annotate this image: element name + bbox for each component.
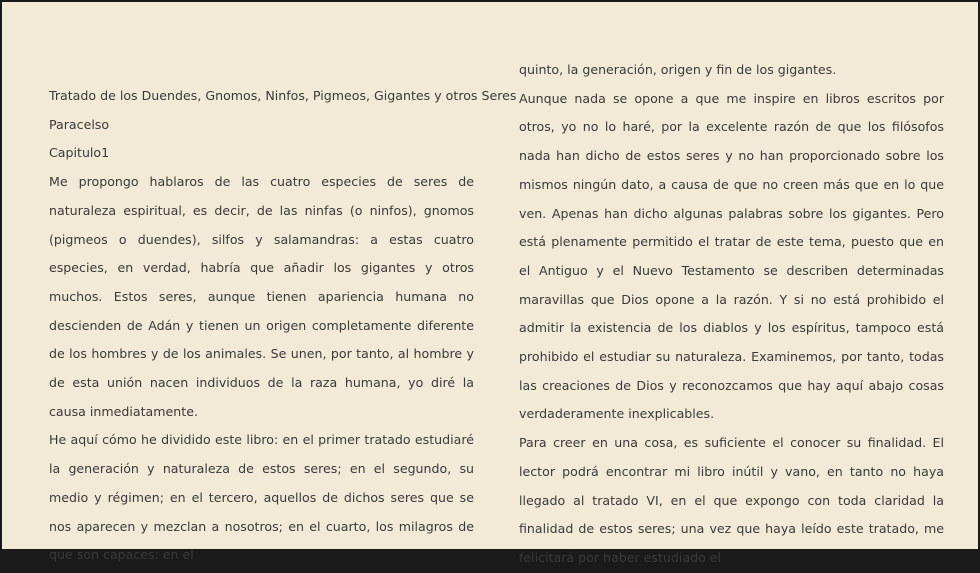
right-column — [519, 56, 944, 573]
paragraph: Aunque nada se opone a que me inspire en libros escritos por otros, yo no lo haré, por la excelente razón de que los filósofos nada han dicho de estos seres y no han proporcionado sobre los mismos ningún dato, a causa de que no creen más que en lo que ven. Apenas han dicho algunas palabras sobre los gigantes. Pero está plenamente permitido el tratar de este tema, puesto que en el Antiguo y el Nuevo Testamento se describen determinadas maravillas que Dios opone a la razón. Y si no está prohibido el admitir la existencia de los diablos y los espíritus, tampoco está prohibido el estudiar su naturaleza. Examinemos, por tanto, todas las creaciones de Dios y reconozcamos que hay aquí abajo cosas verdaderamente inexplicables. — [519, 90, 944, 422]
paragraph: Me propongo hablaros de las cuatro especies de seres de naturaleza espiritual, es decir, de las ninfas (o ninfos), gnomos (pigmeos o duendes), silfos y salamandras: a estas cuatro especies, en verdad, habría que añadir los gigantes y otros muchos. Estos seres, aunque tienen apariencia humana no descienden de Adán y tienen un origen completamente diferente de los hombres y de los animales. Se unen, por tanto, al hombre y de esta unión nacen individuos de la raza humana, yo diré la causa inmediatamente. — [49, 174, 474, 419]
book-title: Tratado de los Duendes, Gnomos, Ninfos, Pigmeos, Gigantes y otros Seres — [49, 88, 517, 103]
paragraph: quinto, la generación, origen y fin de los gigantes. — [519, 62, 837, 77]
chapter-heading: Capitulo1 — [49, 145, 110, 161]
book-author: Paracelso — [49, 116, 110, 132]
left-column — [49, 82, 517, 570]
paragraph: He aquí cómo he dividido este libro: en el primer tratado estudiaré la generación y naturaleza de estos seres; en el segundo, su medio y régimen; en el tercero, aquellos de dichos seres que se nos aparecen y mezclan a nosotros; en el cuarto, los milagros de que son capaces: en el — [49, 432, 474, 563]
paragraph: Para creer en una cosa, es suficiente el conocer su finalidad. El lector podrá encontrar mi libro inútil y vano, en tanto no haya llegado al tratado VI, en el que expongo con toda claridad la finalidad de estos seres; una vez que haya leído este tratado, me felicitará por haber estudiado el — [519, 435, 944, 565]
